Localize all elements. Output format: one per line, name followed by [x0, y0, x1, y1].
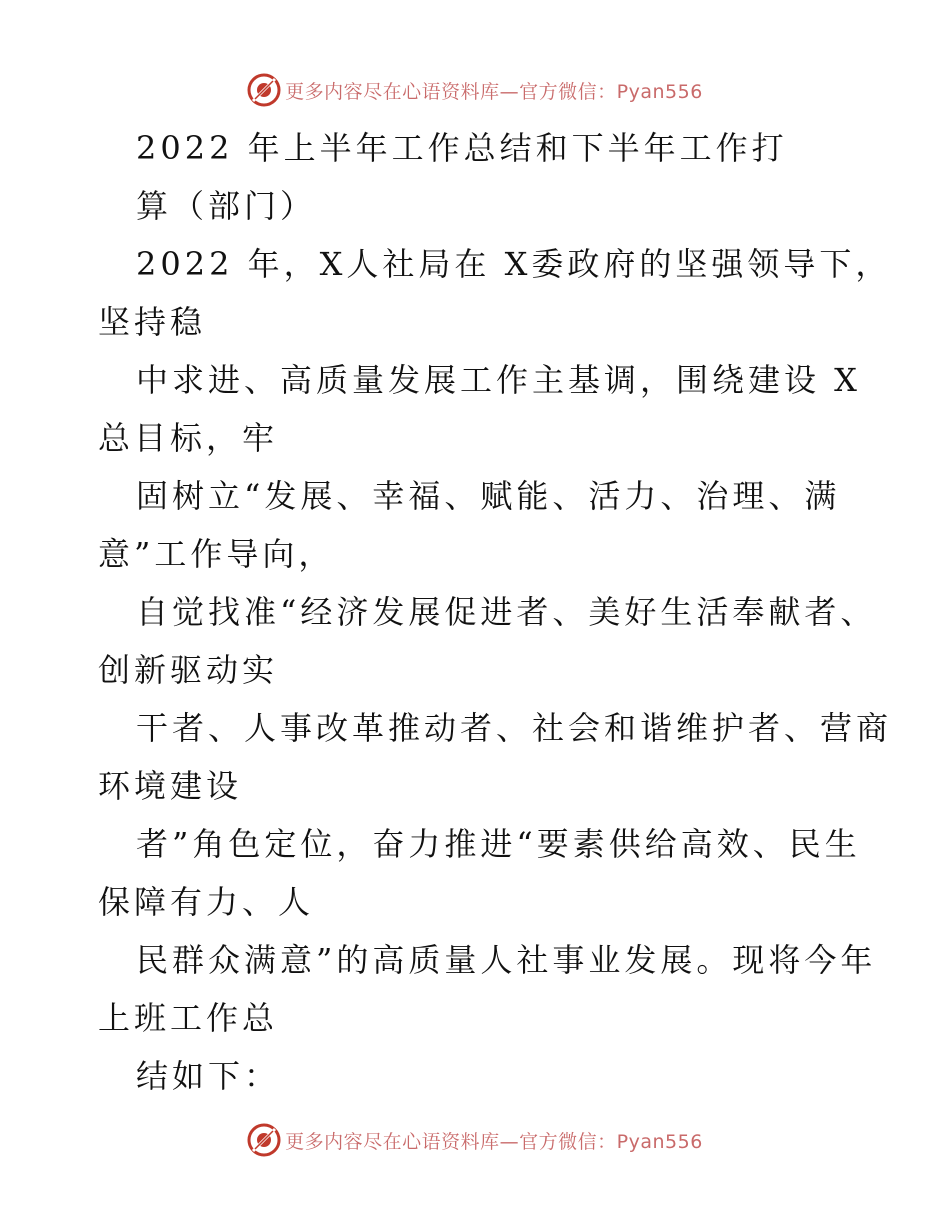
paragraph-line: 固树立“发展、幸福、赋能、活力、治理、满: [136, 477, 841, 515]
footer-watermark: [0, 1120, 950, 1160]
paragraph-line: 坚持稳: [98, 303, 207, 341]
watermark-text: 更多内容尽在心语资料库—官方微信：Pyan556: [285, 80, 703, 103]
doc-title-line-2: 算（部门）: [136, 187, 317, 225]
header-watermark: [0, 70, 950, 110]
paragraph-line: 结如下：: [136, 1057, 281, 1095]
paragraph-line: 创新驱动实: [98, 651, 279, 689]
brand-logo-icon: [247, 73, 281, 107]
paragraph-line: 中求进、高质量发展工作主基调，围绕建设 X: [136, 361, 861, 399]
paragraph-line: 者”角色定位，奋力推进“要素供给高效、民生: [136, 825, 861, 863]
paragraph-line: 民群众满意”的高质量人社事业发展。现将今年: [136, 941, 877, 979]
brand-logo-icon: [247, 1123, 281, 1157]
paragraph-line: 意”工作导向，: [98, 535, 335, 573]
paragraph-line: 自觉找准“经济发展促进者、美好生活奉献者、: [136, 593, 877, 631]
paragraph-line: 环境建设: [98, 767, 243, 805]
paragraph-line: 干者、人事改革推动者、社会和谐维护者、营商: [136, 709, 893, 747]
watermark-text: 更多内容尽在心语资料库—官方微信：Pyan556: [285, 1130, 703, 1153]
paragraph-line: 2022 年，X人社局在 X委政府的坚强领导下，: [136, 245, 892, 283]
paragraph-line: 总目标，牢: [98, 419, 279, 457]
doc-title-line-1: 2022 年上半年工作总结和下半年工作打: [136, 129, 788, 167]
paragraph-line: 保障有力、人: [98, 883, 315, 921]
paragraph-line: 上班工作总: [98, 999, 279, 1037]
